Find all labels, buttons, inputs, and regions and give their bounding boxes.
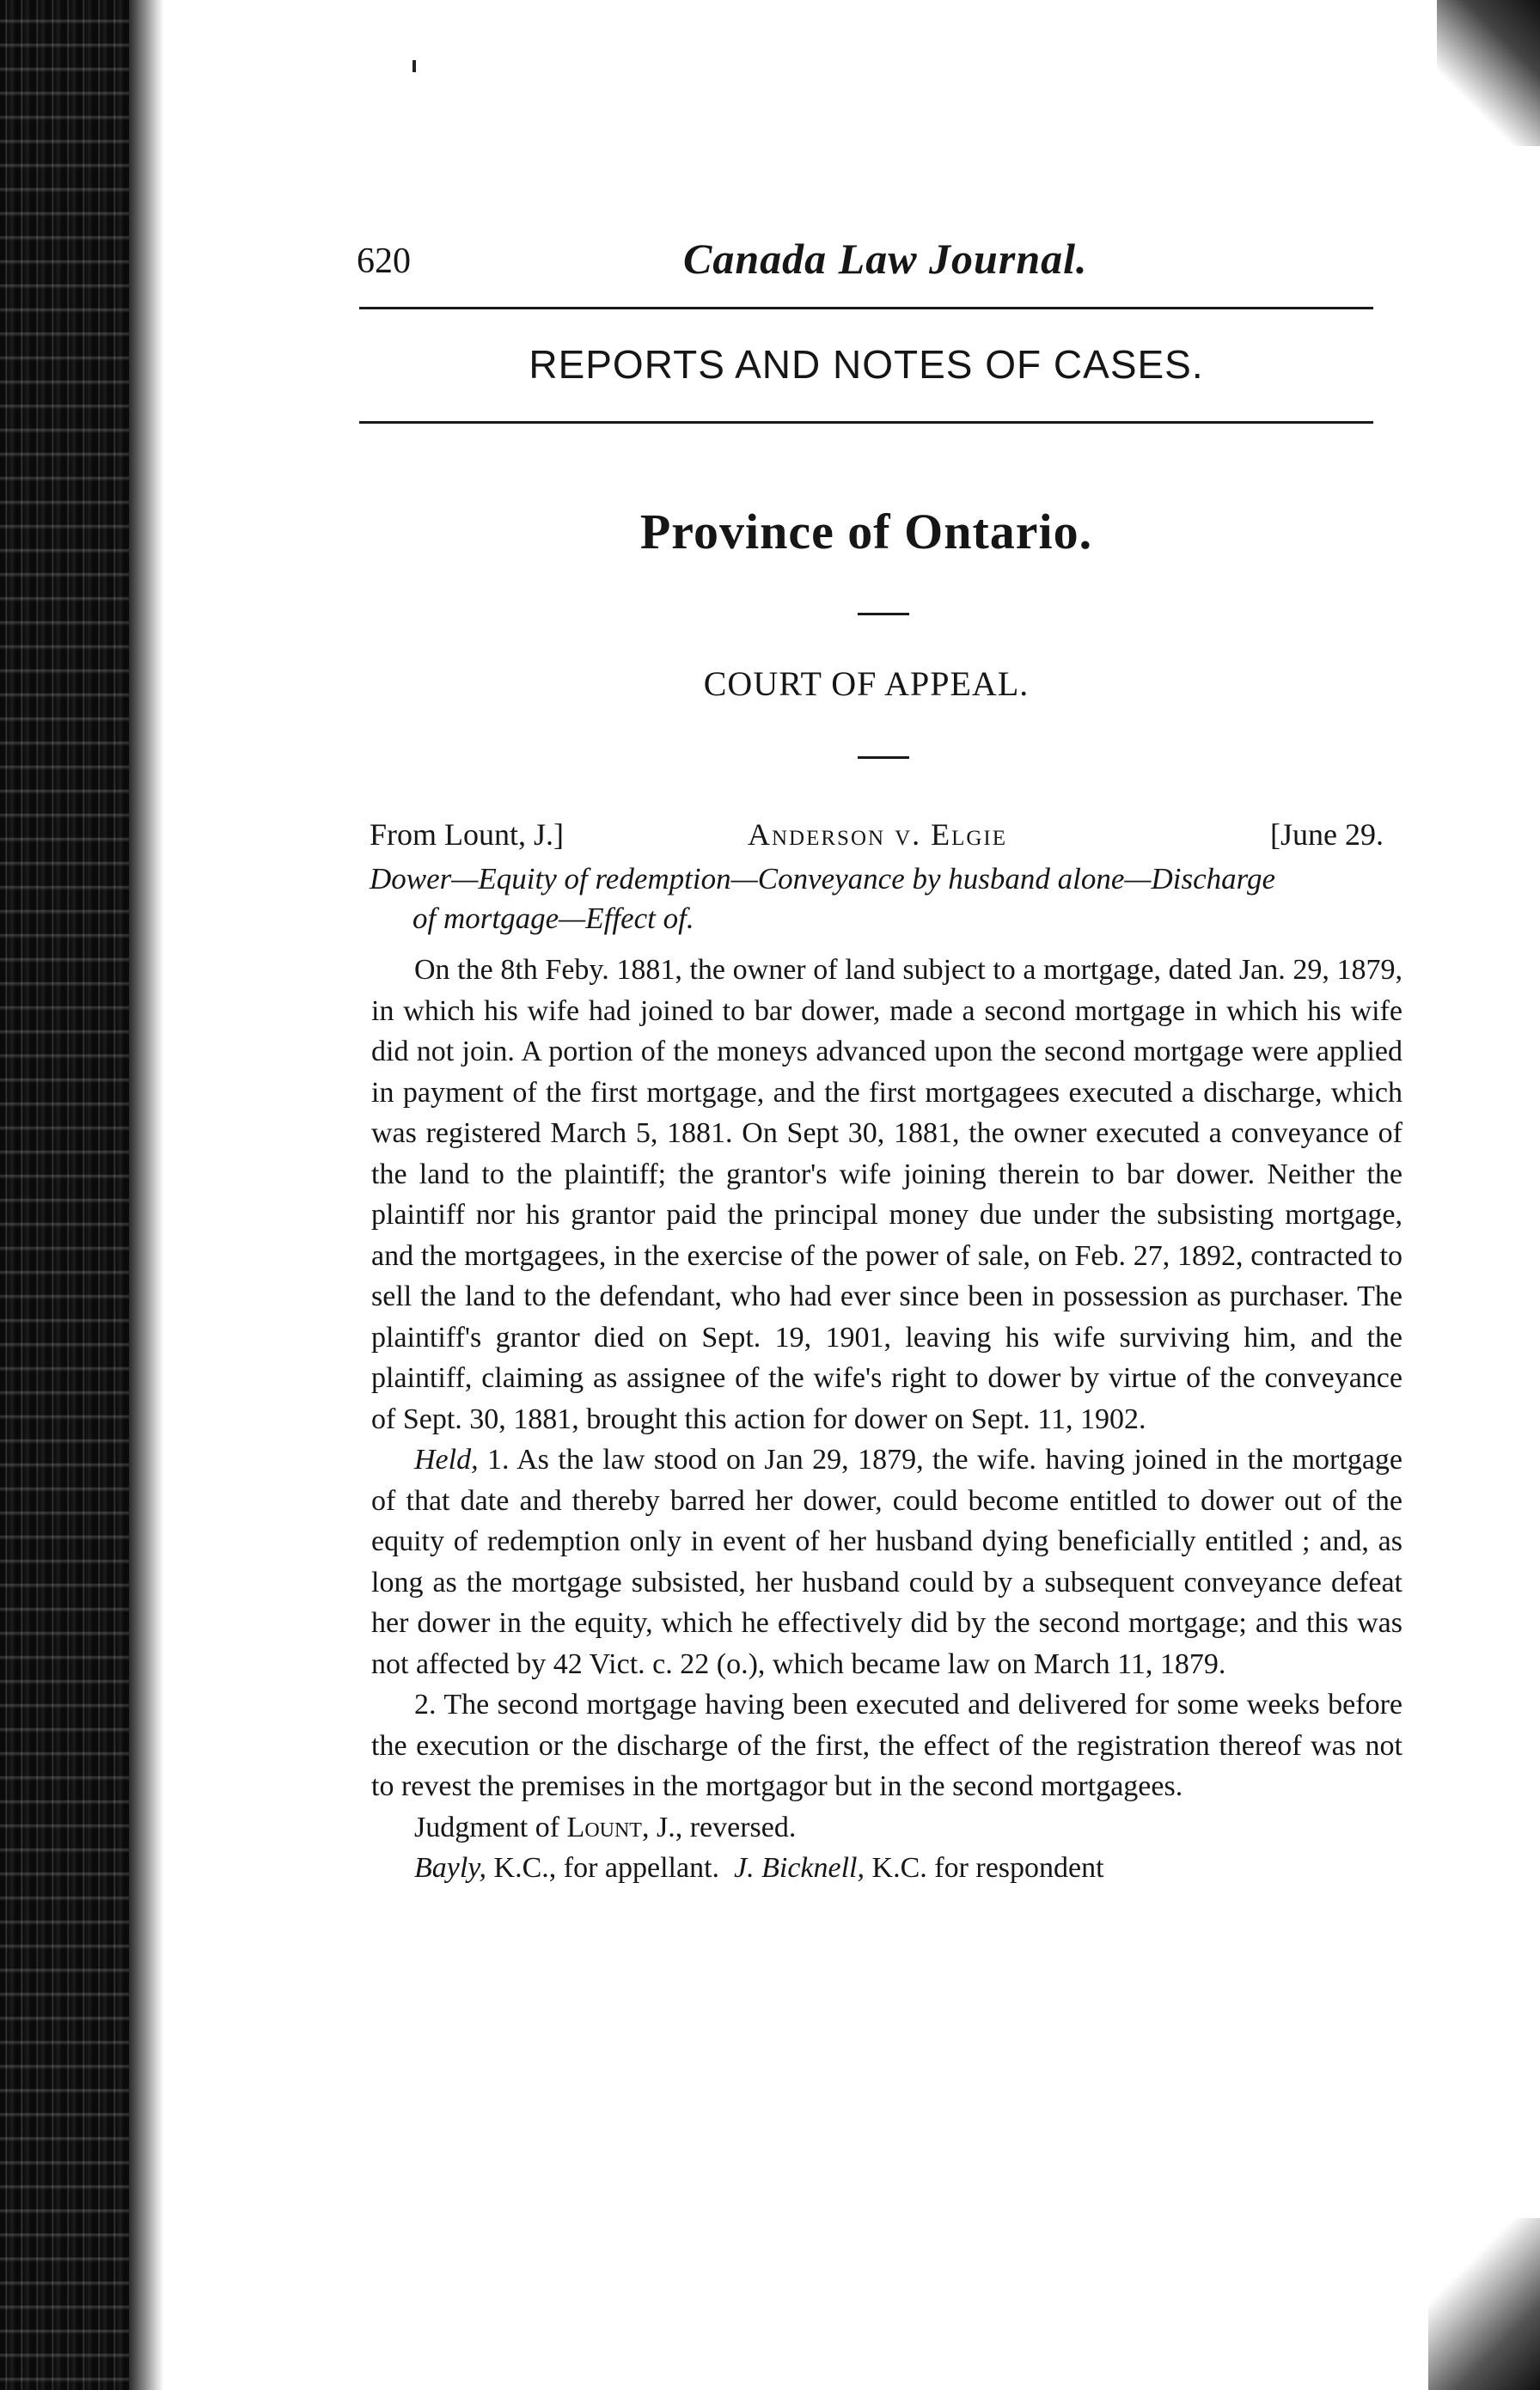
held-label: Held, bbox=[414, 1444, 479, 1476]
judgment-prefix: Judgment of bbox=[414, 1811, 560, 1843]
journal-title: Canada Law Journal. bbox=[683, 235, 1088, 283]
case-name: Anderson v. Elgie bbox=[748, 817, 1008, 852]
running-head bbox=[357, 235, 1371, 292]
case-caption bbox=[370, 816, 1384, 859]
counsel-2-role: K.C. for respondent bbox=[865, 1852, 1104, 1884]
section-title: REPORTS AND NOTES OF CASES. bbox=[529, 342, 1204, 387]
divider-dash bbox=[858, 613, 909, 615]
counsel-2-name: J. Bicknell, bbox=[734, 1852, 865, 1884]
case-from: From Lount, J.] bbox=[370, 817, 565, 852]
province-heading: Province of Ontario. bbox=[639, 504, 1093, 559]
counsel-1-role: K.C., for appellant. bbox=[486, 1852, 720, 1884]
counsel-1-name: Bayly, bbox=[414, 1852, 487, 1884]
counsel-line bbox=[371, 1848, 1402, 1889]
section-rule bbox=[359, 421, 1373, 424]
case-body bbox=[371, 950, 1402, 1889]
header-rule bbox=[359, 307, 1373, 309]
facts-paragraph: On the 8th Feby. 1881, the owner of land subject to a mortgage, dated Jan. 29, 1879, in which his wife had joined to bar dower, made a second mortgage in which his wife did not join. A portion of the moneys advanced upon the second mortgage were applied in payment of the first mortgage, and the first mortgagees executed a discharge, which was registered March 5, 1881. On Sept 30, 1881, the owner executed a conveyance of the land to the plaintiff; the grantor's wife joining therein to bar dower. Neither the plaintiff nor his grantor paid the principal money due under the subsisting mortgage, and the mortgagees, in the exercise of the power of sale, on Feb. 27, 1892, contracted to sell the land to the defendant, who had ever since been in possession as purchaser. The plaintiff's grantor died on Sept. 19, 1901, leaving his wife surviving him, and the plaintiff, claiming as assignee of the wife's right to dower by virtue of the conveyance of Sept. 30, 1881, brought this action for dower on Sept. 11, 1902. bbox=[371, 954, 1402, 1435]
divider-dash bbox=[858, 756, 909, 759]
judgment-suffix: , J., reversed. bbox=[641, 1811, 797, 1843]
headnote bbox=[370, 859, 1392, 938]
court-heading: COURT OF APPEAL. bbox=[703, 664, 1030, 703]
headnote-line: of mortgage—Effect of. bbox=[412, 902, 694, 935]
held-paragraph-1 bbox=[371, 1440, 1402, 1684]
held-1-text: 1. As the law stood on Jan 29, 1879, the wife. having joined in the mortgage of that date and thereby barred her dower, could become entitled to dower out of the equity of redemption only in event of her husband dying beneficially entitled ; and, as long as the mortgage subsisted, her husband could by a subsequent conveyance defeat her dower in the equity, which he effectively did by the second mortgage; and this was not affected by 42 Vict. c. 22 (o.), which became law on March 11, 1879. bbox=[371, 1444, 1403, 1680]
judgment-line bbox=[371, 1807, 1402, 1849]
case-date: [June 29. bbox=[1270, 817, 1384, 852]
headnote-line: Dower—Equity of redemption—Conveyance by husband alone—Discharge bbox=[370, 862, 1276, 895]
judgment-judge: Lount bbox=[566, 1811, 642, 1843]
page-number: 620 bbox=[357, 241, 411, 281]
held-paragraph-2: 2. The second mortgage having been executed and delivered for some weeks before the execution or the discharge of the first, the effect of the registration thereof was not to revest the premises in the mortgagor but in the second mortgagees. bbox=[371, 1689, 1402, 1802]
